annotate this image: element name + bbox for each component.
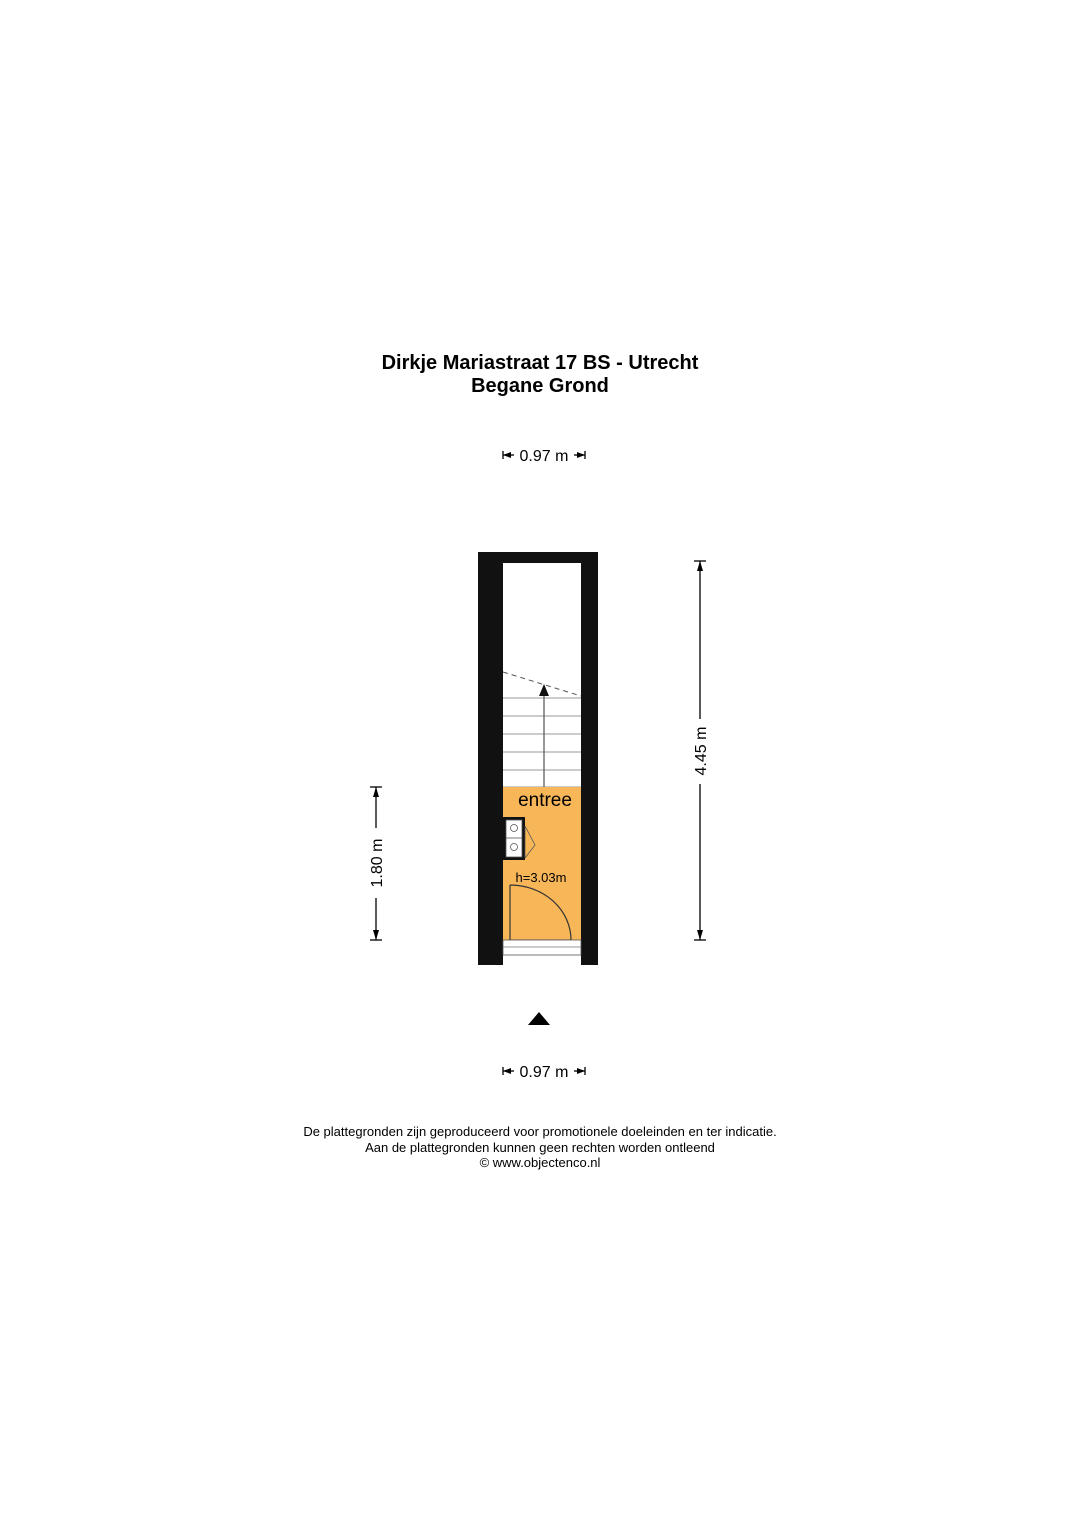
disclaimer	[0, 1124, 1080, 1171]
room-entree-label: entree	[518, 790, 572, 811]
disclaimer-line-2: Aan de plattegronden kunnen geen rechten worden ontleend	[365, 1139, 715, 1155]
wall-left	[478, 552, 503, 965]
bottom-width-label: 0.97 m	[519, 1064, 569, 1081]
stairwell	[503, 563, 581, 787]
right-height-dimension	[693, 561, 710, 940]
right-height-label: 4.45 m	[693, 726, 710, 776]
copyright-link[interactable]: © www.objectenco.nl	[479, 1155, 601, 1170]
top-width-dimension	[503, 448, 585, 465]
wall-top	[478, 552, 598, 563]
floorplan-title: Dirkje Mariastraat 17 BS - Utrecht	[381, 352, 699, 374]
floor-name: Begane Grond	[471, 375, 609, 397]
left-height-label: 1.80 m	[369, 838, 386, 888]
bottom-width-dimension	[503, 1064, 585, 1081]
wall-right	[581, 552, 598, 965]
front-threshold	[503, 940, 581, 955]
disclaimer-line-1: De plattegronden zijn geproduceerd voor promotionele doeleinden en ter indicatie.	[303, 1124, 777, 1139]
left-height-dimension	[369, 787, 386, 940]
entrance-triangle-icon	[528, 1012, 550, 1025]
top-width-label: 0.97 m	[519, 448, 569, 465]
room-entree-height: h=3.03m	[515, 870, 567, 885]
